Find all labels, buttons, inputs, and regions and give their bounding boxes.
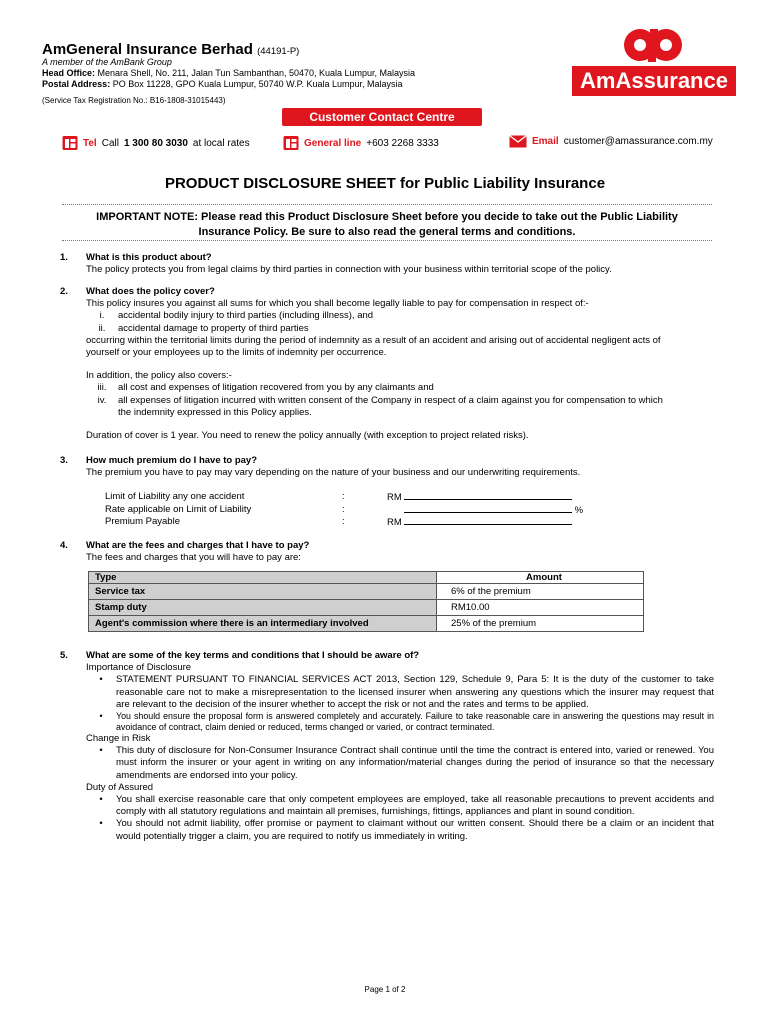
- section-2-occurring-line-1: occurring within the territorial limits during the period of indemnity as a result of an accident and arising out of accidental negligent acts of: [86, 334, 661, 346]
- subheading-change-in-risk: Change in Risk: [86, 733, 151, 745]
- premium-row-prefix: RM: [387, 492, 402, 504]
- contact-general-line: [283, 135, 439, 151]
- section-2-also-covers: In addition, the policy also covers:-: [86, 370, 232, 382]
- tel-label: Tel: [83, 137, 97, 149]
- phone-icon: [62, 135, 78, 151]
- amassurance-logo-icon: [622, 26, 684, 64]
- member-of: A member of the AmBank Group: [42, 57, 172, 67]
- list-item-text: You shall exercise reasonable care that only competent employees are employed, take all reasonable precautions to prevent accidents and comply with all statutory regulations and maintain all premises, furnishings, fittings, appliances and plant in sound condition.: [116, 794, 714, 818]
- list-item-text: This duty of disclosure for Non-Consumer Insurance Contract shall continue until the time the contract is entered into, varied or renewed. You must inform the insurer or your agent in writing on any information/material changes during the period of insurance so that the necessary amendments are endorsed into your policy.: [116, 745, 714, 781]
- premium-row: [86, 504, 714, 516]
- premium-row-colon: :: [342, 515, 345, 527]
- list-item-text: You should ensure the proposal form is answered completely and accurately. Failure to take reasonable care in answering the questions may result in avoidance of contract, claim denied or reduced, terms changed or varied, or contract terminated.: [116, 711, 714, 733]
- contact-email: [509, 135, 713, 148]
- premium-input-line[interactable]: [404, 516, 572, 525]
- envelope-icon: [509, 135, 527, 148]
- divider: [62, 204, 712, 205]
- section-2-question: What does the policy cover?: [86, 286, 215, 297]
- list-item: [86, 794, 714, 818]
- tel-suffix: at local rates: [192, 137, 250, 149]
- postal-label: Postal Address:: [42, 79, 111, 89]
- cover-item-number: ii.: [98, 322, 106, 334]
- head-office-address: Menara Shell, No. 211, Jalan Tun Sambanthan, 50470, Kuala Lumpur, Malaysia: [97, 68, 416, 78]
- table-header-amount: Amount: [437, 572, 644, 584]
- company-reg: (44191-P): [257, 46, 300, 57]
- cover-item-number: iv.: [97, 394, 107, 406]
- customer-contact-centre-bar: Customer Contact Centre: [282, 108, 482, 126]
- bullet-icon: •: [99, 794, 103, 806]
- premium-row-suffix: %: [574, 504, 584, 516]
- cover-item: [86, 382, 714, 394]
- premium-input-line[interactable]: [404, 504, 572, 513]
- important-note: [62, 210, 712, 239]
- section-5: [86, 650, 714, 843]
- cover-item-text: all expenses of litigation incurred with written consent of the Company in respect of a claim against you for compensation to which: [118, 394, 663, 406]
- premium-row: [86, 491, 714, 503]
- section-2-number: 2.: [60, 286, 68, 297]
- premium-row-colon: :: [342, 503, 345, 515]
- fee-type: Service tax: [89, 584, 437, 600]
- table-row: [89, 600, 644, 616]
- premium-row-label: Limit of Liability any one accident: [105, 491, 245, 503]
- fees-table: [88, 571, 644, 632]
- premium-row-label: Rate applicable on Limit of Liability: [105, 503, 252, 515]
- section-5-question: What are some of the key terms and conditions that I should be aware of?: [86, 650, 420, 661]
- section-1: [86, 252, 714, 276]
- section-5-number: 5.: [60, 650, 68, 661]
- brand-logo: AmAssurance: [572, 66, 736, 96]
- section-2-occurring-line-2: yourself or your employees up to the limits of indemnity per occurrence.: [86, 347, 387, 359]
- list-item: [86, 711, 714, 733]
- subheading-importance-of-disclosure: Importance of Disclosure: [86, 662, 192, 674]
- service-tax-reg: (Service Tax Registration No.: B16-1808-31015443): [42, 96, 226, 105]
- list-item: [86, 674, 714, 711]
- page-title: PRODUCT DISCLOSURE SHEET for Public Liability Insurance: [164, 175, 606, 192]
- fee-amount: 6% of the premium: [437, 584, 644, 600]
- page-number: Page 1 of 2: [364, 985, 406, 994]
- cover-item-text: accidental bodily injury to third parties (including illness), and: [118, 310, 374, 322]
- section-3-question: How much premium do I have to pay?: [86, 455, 258, 466]
- fee-type: Agent's commission where there is an intermediary involved: [89, 616, 437, 632]
- email-label: Email: [532, 136, 559, 147]
- list-item-text: STATEMENT PURSUANT TO FINANCIAL SERVICES ACT 2013, Section 129, Schedule 9, Para 5: It is the duty of the customer to take reasonable care not to make a misrepresentation to the licensed insurer when answering any questions which the insurer may request that are relevant to the decision of the insurer whether to accept the risk or not and the rates and terms to be applied.: [116, 674, 714, 710]
- general-line-number[interactable]: +603 2268 3333: [366, 137, 439, 149]
- section-3-number: 3.: [60, 455, 68, 466]
- important-note-line-2: Insurance Policy. Be sure to also read the general terms and conditions.: [198, 225, 576, 238]
- table-header-type: Type: [89, 572, 437, 584]
- divider: [62, 240, 712, 241]
- bullet-icon: •: [99, 711, 103, 722]
- section-1-number: 1.: [60, 252, 68, 263]
- cover-item: [86, 323, 714, 335]
- premium-row-label: Premium Payable: [105, 515, 180, 527]
- bullet-icon: •: [99, 818, 103, 830]
- important-note-line-1: IMPORTANT NOTE: Please read this Product Disclosure Sheet before you decide to take out the Public Liability: [96, 211, 678, 223]
- cover-item-text: accidental damage to property of third parties: [118, 322, 309, 334]
- list-item-text: You should not admit liability, offer promise or payment to claimant without our written consent. Should there be a claim or an incident that would potentially trigger a claim, you are required to notify us immediately in writing.: [116, 818, 714, 842]
- table-row: [89, 584, 644, 600]
- company-name: [42, 41, 299, 58]
- cover-item-text: all cost and expenses of litigation recovered from you by any claimants and: [118, 382, 434, 394]
- table-row: [89, 616, 644, 632]
- company-name-text: AmGeneral Insurance Berhad: [42, 41, 253, 58]
- email-address[interactable]: customer@amassurance.com.my: [563, 136, 713, 147]
- section-2-intro: This policy insures you against all sums for which you shall become legally liable to pay for compensation in respect of:-: [86, 298, 589, 310]
- bullet-icon: •: [99, 745, 103, 757]
- tel-number[interactable]: 1 300 80 3030: [123, 137, 188, 149]
- cover-item-text: the indemnity expressed in this Policy applies.: [118, 406, 312, 418]
- cover-item: [86, 310, 714, 322]
- subheading-duty-of-assured: Duty of Assured: [86, 781, 154, 793]
- cover-item-continuation: [86, 407, 714, 419]
- fee-type: Stamp duty: [89, 600, 437, 616]
- postal-address: [42, 79, 403, 90]
- list-item: [86, 745, 714, 782]
- tel-prefix: Call: [101, 137, 119, 149]
- section-4-answer: The fees and charges that you will have to pay are:: [86, 552, 301, 564]
- cover-item-number: iii.: [97, 382, 107, 394]
- head-office: [42, 68, 415, 79]
- section-2-duration: Duration of cover is 1 year. You need to renew the policy annually (with exception to project related risks).: [86, 430, 529, 442]
- section-1-answer: The policy protects you from legal claims by third parties in connection with your business within territorial scope of the policy.: [86, 264, 612, 276]
- section-4: [86, 540, 714, 564]
- section-3-answer: The premium you have to pay may vary depending on the nature of your business and our underwriting requirements.: [86, 467, 581, 479]
- premium-row-prefix: RM: [387, 516, 402, 528]
- bullet-icon: •: [99, 674, 103, 686]
- fee-amount: 25% of the premium: [437, 616, 644, 632]
- premium-input-line[interactable]: [404, 491, 572, 500]
- general-line-label: General line: [304, 137, 362, 149]
- cover-item-number: i.: [99, 310, 105, 322]
- premium-row: [86, 516, 714, 528]
- section-2: [86, 286, 714, 442]
- section-1-question: What is this product about?: [86, 252, 212, 263]
- list-item: [86, 818, 714, 842]
- cover-item: [86, 395, 714, 407]
- premium-row-colon: :: [342, 491, 345, 503]
- fee-amount: RM10.00: [437, 600, 644, 616]
- contact-tel: [62, 135, 250, 151]
- head-office-label: Head Office:: [42, 68, 96, 78]
- table-header-row: [89, 572, 644, 584]
- section-3: [86, 455, 714, 528]
- phone-icon: [283, 135, 299, 151]
- postal-address-text: PO Box 11228, GPO Kuala Lumpur, 50740 W.P. Kuala Lumpur, Malaysia: [112, 79, 403, 89]
- section-4-question: What are the fees and charges that I have to pay?: [86, 540, 310, 551]
- section-4-number: 4.: [60, 540, 68, 551]
